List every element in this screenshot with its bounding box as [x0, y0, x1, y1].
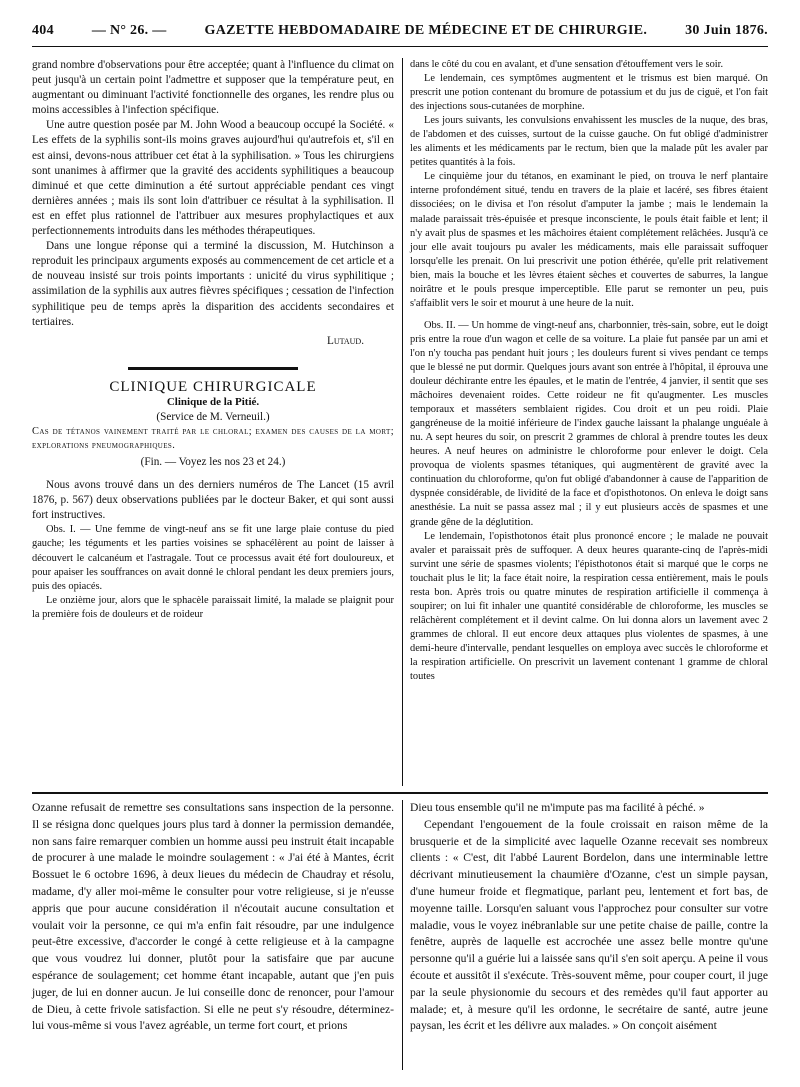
issue-number: — N° 26. —	[91, 23, 167, 38]
section-divider	[128, 367, 298, 370]
bottom-left-text: Ozanne refusait de remettre ses consultations sans inspection de la personne. Il se résigna donc quelques jours plus tard à donner la permission demandée, non sans faire remarquer combien un homme aussi peu instruit était incapable de procurer à une malade le moindre soulagement : « J'ai été à Mantes, écrit Bossuet le 6 octobre 1696, à deux lieues du médecin de Chaudray et résolu, madame, d'y aller moi-même le consulter pour votre religieuse, si je n'eusse appris que pour aucune considération il n'écoutait aucune consultation et voulait voir la personne, ce qui m'a enfin fait résoudre, par une indulgence peut-être excessive, d'accorder le congé à cette religieuse et à la campagne que vous voudrez lui donner, plutôt pour la satisfaire que par aucune espérance de soulagement; cet homme étant incapable, autant que j'en puis juger, de lui en donner aucun. Je lui conseille donc de renoncer, pour l'amour de Dieu, à cette frivole satisfaction. Si elle ne peut s'y résoudre, déterminez-lui vous-même si vous l'avez agréable, un terme fort court, et prions	[32, 801, 394, 1033]
header-rule	[32, 46, 768, 47]
right-column	[410, 58, 768, 684]
left-paragraph-2: Une autre question posée par M. John Wood a beaucoup occupé la Société. « Les effets de la syphilis sont-ils moins graves aujourd'hui qu'autrefois et, s'il en est ainsi, devons-nous attribuer cet état à la syphilisation. » Tous les chirurgiens sont unanimes à affirmer que la gravité des accidents syphilitiques a beaucoup diminué et que cette diminution a été surtout appréciable pendant ces vingt dernières années ; mais ils sont loin d'attribuer ce résultat à la syphilisation. Il est en effet plus rationnel de l'attribuer aux mesures prophylactiques et aux perfectionnements introduits dans les méthodes thérapeutiques.	[32, 119, 394, 238]
feuilleton-rule	[32, 792, 768, 794]
left-paragraph-1: grand nombre d'observations pour être acceptée; quant à l'influence du climat on peut jusqu'à un certain point l'admettre et supposer que la température peut, en augmentant ou diminuant l'activité fonctionnelle des organes, les rendre plus ou moins accessibles à l'infection spécifique.	[32, 59, 394, 117]
page-number: 404	[32, 23, 54, 38]
right-paragraph-5: Le lendemain, l'opisthotonos était plus prononcé encore ; le malade ne pouvait avaler et paraissait près de suffoquer. A deux heures quarante-cinq de l'après-midi survint une série de spasmes violents; l'épisthotonos était si marqué que le corps ne touchait plus le lit; la face était noire, la respiration cessa entièrement, mais le pouls resta bon. Après trois ou quatre minutes de respiration artificielle il commença à soupirer; on lui fit inhaler une quantité considérable de chloroforme, les muscles se relâchèrent complétement et il devint calme. On lui donna alors un lavement avec 2 grammes de chloral. Il eut encore deux attaques plus violentes de spasmes, à une demi-heure d'intervalle, pendant lesquelles on employa avec succès le chloroforme et la respiration artificielle. On prescrivit un lavement contenant 1 gramme de chloral toutes	[410, 530, 768, 683]
continuation-note: (Fin. — Voyez les nos 23 et 24.)	[140, 456, 286, 469]
bottom-left-column	[32, 800, 394, 1035]
author-signature: Lutaud.	[327, 334, 364, 347]
issue-date: 30 Juin 1876.	[685, 23, 768, 38]
section-service: (Service de M. Verneuil.)	[156, 410, 270, 423]
left-paragraph-3: Dans une longue réponse qui a terminé la discussion, M. Hutchinson a reproduit les principaux arguments exposés au commencement de cet article et a de nouveau insisté sur trois points importants : unicité du virus syphilitique ; assimilation de la syphilis aux autres fièvres spécifiques ; cessation de l'infection syphilitique peu de temps après la disparition des accidents secondaires et tertiaires.	[32, 240, 394, 328]
bottom-right-paragraph-1: Dieu tous ensemble qu'il ne m'impute pas ma facilité à péché. »	[410, 801, 705, 814]
case-title: Cas de tétanos vainement traité par le chloral; examen des causes de la mort; explorations pneumographiques.	[32, 426, 394, 452]
section-subtitle: Clinique de la Pitié.	[166, 395, 260, 408]
bottom-right-paragraph-2: Cependant l'engouement de la foule croissait en raison même de la brusquerie et de la simplicité avec laquelle Ozanne recevait ses nombreux clients : « C'est, dit l'abbé Laurent Bordelon, dans une interminable lettre décrivant minutieusement la chaumière d'Ozanne, c'est un simple paysan, d'une humeur froide et flegmatique, parlant peu, lentement et fort bas, de moyenne taille. Lorsqu'en saluant vous l'approchez pour consulter sur votre maladie, vous le voyez inébranlable sur une petite chaise de paille, contre la fenêtre, auprès de laquelle est accrochée une assez belle montre qu'une personne qu'il a guérie lui a laissée sans qu'il s'en soit aperçu. A peine il vous écoute et aussitôt il s'exécute. Très-souvent même, pour couper court, il juge par la seule physionomie du secours et des remèdes qu'il faut apporter au malade; et, à mesure qu'il les ordonne, le secrétaire de santé, autre jeune paysan, les écrit et les délivre aux malades. » On conçoit aisément	[410, 817, 768, 1033]
bottom-right-column	[410, 800, 768, 1035]
observation-1-continued: Le onzième jour, alors que le sphacèle paraissait limité, la malade se plaignit pour la première fois de douleurs et de roideur	[32, 594, 394, 620]
right-paragraph-2: Le lendemain, ces symptômes augmentent et le trismus est bien marqué. On prescrit une potion contenant du bromure de potassium et du jus de ciguë, et l'on fait des injections sous-cutanées de morphine.	[410, 73, 768, 113]
column-divider	[402, 58, 403, 786]
left-column	[32, 58, 394, 622]
bottom-column-divider	[402, 800, 403, 1070]
page-header	[32, 18, 768, 44]
right-paragraph-3: Les jours suivants, les convulsions envahissent les muscles de la nuque, des bras, de l'abdomen et des cuisses, surtout de la cuisse gauche. On fut obligé d'administrer les aliments et les médicaments par le rectum, bien que la malade pût les avaler par petites quantités à la fois.	[410, 115, 768, 169]
observation-1: Obs. I. — Une femme de vingt-neuf ans se fit une large plaie contuse du pied gauche; les téguments et les parties voisines se sphacélèrent au point de laisser à découvert le calcanéum et l'astragale. Tout ce processus avait été fort douloureux, et pour apaiser les souffrances on avait donné le chloral pendant les deux premiers jours, puis des opiacés.	[32, 524, 394, 592]
left-paragraph-4: Nous avons trouvé dans un des derniers numéros de The Lancet (15 avril 1876, p. 567) deux observations publiées par le docteur Baker, et qui sont aussi fort instructives.	[32, 479, 394, 522]
observation-2: Obs. II. — Un homme de vingt-neuf ans, charbonnier, très-sain, sobre, eut le doigt pris entre la roue d'un wagon et celle de sa voiture. La plaie fut pansée par un ami et l'on n'y toucha pas pendant huit jours ; les douleurs furent si vives pendant ce temps que le blessé ne put dormir. Quelques jours avant son entrée à l'hôpital, il éprouva une douleur déchirante entre les épaules, et le matin de l'entrée, 4 janvier, il sentit que ses mâchoires devenaient roides. Cette roideur ne fit qu'augmenter. Les muscles temporaux et masséters semblaient rigides. Cou droit et un peu roidi. Plaie gangréneuse de la moitié inférieure de l'index gauche laissant la phalange unguéale à nu. A sept heures du soir, on prescrit 2 grammes de chloral à prendre toutes les deux heures. A neuf heures on administre le chloroforme pour enlever le doigt. Cela provoqua de violents spasmes tétaniques, qui augmentèrent de gravité avec la continuation du chloroforme, qu'on fut obligé d'abandonner à cause de l'apparition de dyspnée considérable, de lividité de la face et d'opisthotonos. On enleva le doigt sans anesthésie. La nuit se passa assez mal ; il y eut plusieurs accès de spasmes et une grande gêne de la déglutition.	[410, 319, 768, 528]
journal-title: GAZETTE HEBDOMADAIRE DE MÉDECINE ET DE CHIRURGIE.	[204, 23, 648, 38]
right-paragraph-1: dans le côté du cou en avalant, et d'une sensation d'étouffement vers le soir.	[410, 59, 724, 70]
right-paragraph-4: Le cinquième jour du tétanos, en examinant le pied, on trouva le nerf plantaire interne profondément situé, tendu en travers de la plaie et lacéré, ses fibres étaient dissociées; on le divisa et l'on résolut d'amputer la jambe ; mais le lendemain la malade paraissait très-épuisée et presque inconsciente, le pouls était faible et lent; il n'y avait plus de spasmes et les mâchoires étaient complétement relâchées. Jusqu'à ce jour elle avait toujours pu avaler les médicaments, mais elle paraissait suffoquer lorsqu'elle les prenait. On lui prescrivit une potion éthérée, qu'elle prit relativement bien, mais la bouche et les lèvres étaient sèches et couvertes de saburres, la langue noirâtre et le pouls presque imperceptible. Elle parut se remonter un peu, puis s'affaiblit vers le soir et mourut à une heure de la nuit.	[410, 171, 768, 309]
section-title: CLINIQUE CHIRURGICALE	[109, 378, 317, 395]
